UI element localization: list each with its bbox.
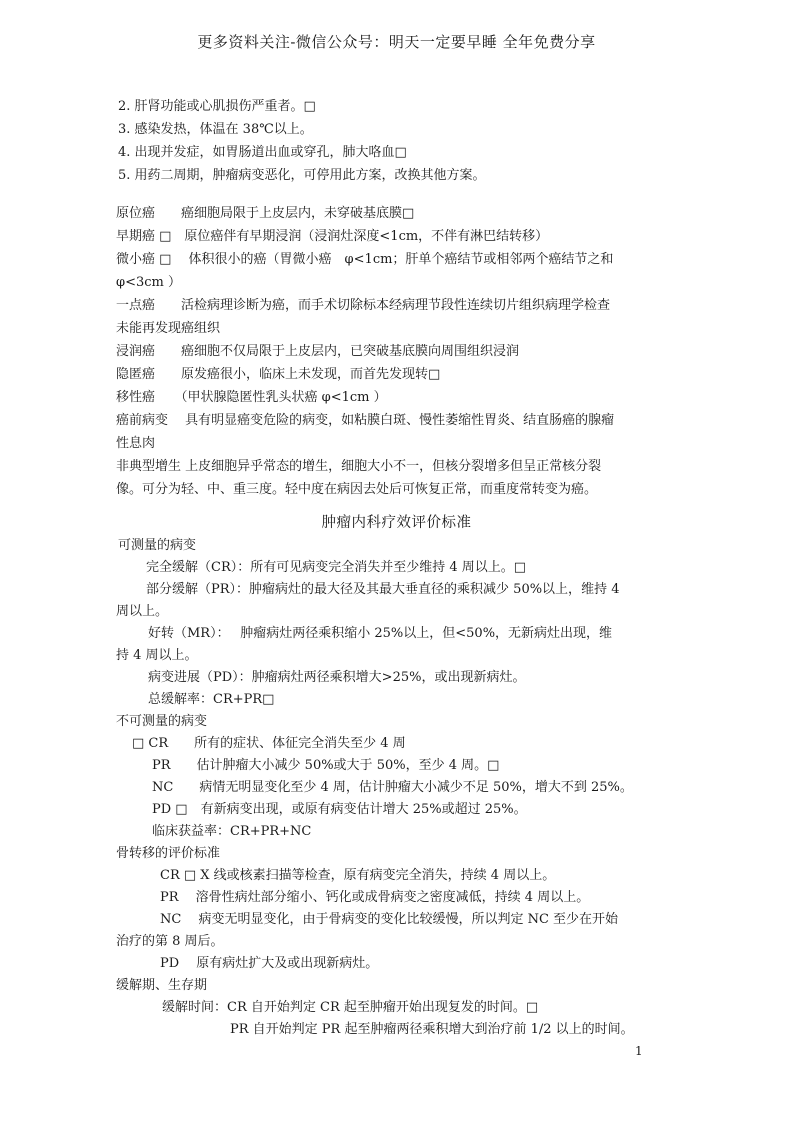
criteria-line: PD □ 有新病变出现，或原有病变估计增大 25%或超过 25%。 [152,802,527,817]
criteria-line: 持 4 周以上。 [116,648,198,663]
criteria-heading: 不可测量的病变 [116,714,208,729]
criteria-line: 总缓解率：CR+PR□ [148,692,275,707]
definition-line: 原位癌 癌细胞局限于上皮层内，未穿破基底膜□ [116,206,415,221]
definition-line: 性息肉 [116,436,156,451]
criteria-line: 完全缓解（CR）：所有可见病变完全消失并至少维持 4 周以上。□ [146,560,527,575]
criteria-line: 部分缓解（PR）：肿瘤病灶的最大径及其最大垂直径的乘积减少 50%以上，维持 4 [146,582,620,597]
criteria-line: CR □ X 线或核素扫描等检查，原有病变完全消失，持续 4 周以上。 [160,868,556,883]
criteria-line: 周以上。 [116,604,169,619]
definition-line: 一点癌 活检病理诊断为癌，而手术切除标本经病理节段性连续切片组织病理学检查 [116,298,611,313]
list-item: 3. 感染发热，体温在 38℃以上。 [118,122,313,137]
definition-line: 癌前病变 具有明显癌变危险的病变，如粘膜白斑、慢性萎缩性胃炎、结直肠癌的腺瘤 [116,413,615,428]
criteria-heading: 骨转移的评价标准 [116,846,221,861]
criteria-line: NC 病变无明显变化，由于骨病变的变化比较缓慢，所以判定 NC 至少在开始 [160,912,619,927]
definition-line: 浸润癌 癌细胞不仅局限于上皮层内，已突破基底膜向周围组织浸润 [116,344,520,359]
criteria-line: 好转（MR）： 肿瘤病灶两径乘积缩小 25%以上，但<50%，无新病灶出现，维 [148,626,613,641]
list-item: 2. 肝肾功能或心肌损伤严重者。□ [118,99,316,114]
criteria-line: PD 原有病灶扩大及或出现新病灶。 [160,956,379,971]
criteria-heading: 缓解期、生存期 [116,978,208,993]
definition-line: 非典型增生 上皮细胞异乎常态的增生，细胞大小不一，但核分裂增多但呈正常核分裂 [116,459,602,474]
definition-line: 像。可分为轻、中、重三度。轻中度在病因去处后可恢复正常，而重度常转变为癌。 [116,482,598,497]
criteria-line: 临床获益率：CR+PR+NC [152,824,312,839]
definition-line: 微小癌 □ 体积很小的癌（胃微小癌 φ<1cm；肝单个癌结节或相邻两个癌结节之和 [116,252,614,267]
criteria-line: NC 病情无明显变化至少 4 周，估计肿瘤大小减少不足 50%，增大不到 25%。 [152,780,633,795]
definition-line: 未能再发现癌组织 [116,321,221,336]
definition-line: 隐匿癌 原发癌很小，临床上未发现，而首先发现转□ [116,367,441,382]
list-item: 4. 出现并发症，如胃肠道出血或穿孔，肺大咯血□ [118,145,407,160]
section-title: 肿瘤内科疗效评价标准 [321,515,472,531]
criteria-line: PR 溶骨性病灶部分缩小、钙化或成骨病变之密度减低，持续 4 周以上。 [160,890,590,905]
list-item: 5. 用药二周期，肿瘤病变恶化，可停用此方案，改换其他方案。 [118,168,486,183]
criteria-line: 治疗的第 8 周后。 [116,934,224,949]
definition-line: 移性癌 （甲状腺隐匿性乳头状癌 φ<1cm ） [116,390,387,405]
page-number: 1 [635,1044,643,1058]
criteria-line: PR 估计肿瘤大小减少 50%或大于 50%，至少 4 周。□ [152,758,500,773]
criteria-line: PR 自开始判定 PR 起至肿瘤两径乘积增大到治疗前 1/2 以上的时间。 [230,1022,634,1037]
criteria-heading: 可测量的病变 [118,538,197,553]
criteria-line: 缓解时间：CR 自开始判定 CR 起至肿瘤开始出现复发的时间。□ [162,1000,539,1015]
criteria-line: 病变进展（PD）：肿瘤病灶两径乘积增大>25%，或出现新病灶。 [148,670,526,685]
definition-line: 早期癌 □ 原位癌伴有早期浸润（浸润灶深度<1cm，不伴有淋巴结转移） [116,229,549,244]
page-header: 更多资料关注-微信公众号：明天一定要早睡 全年免费分享 [197,33,596,51]
definition-line: φ<3cm ） [116,275,182,290]
criteria-line: □ CR 所有的症状、体征完全消失至少 4 周 [132,736,406,751]
